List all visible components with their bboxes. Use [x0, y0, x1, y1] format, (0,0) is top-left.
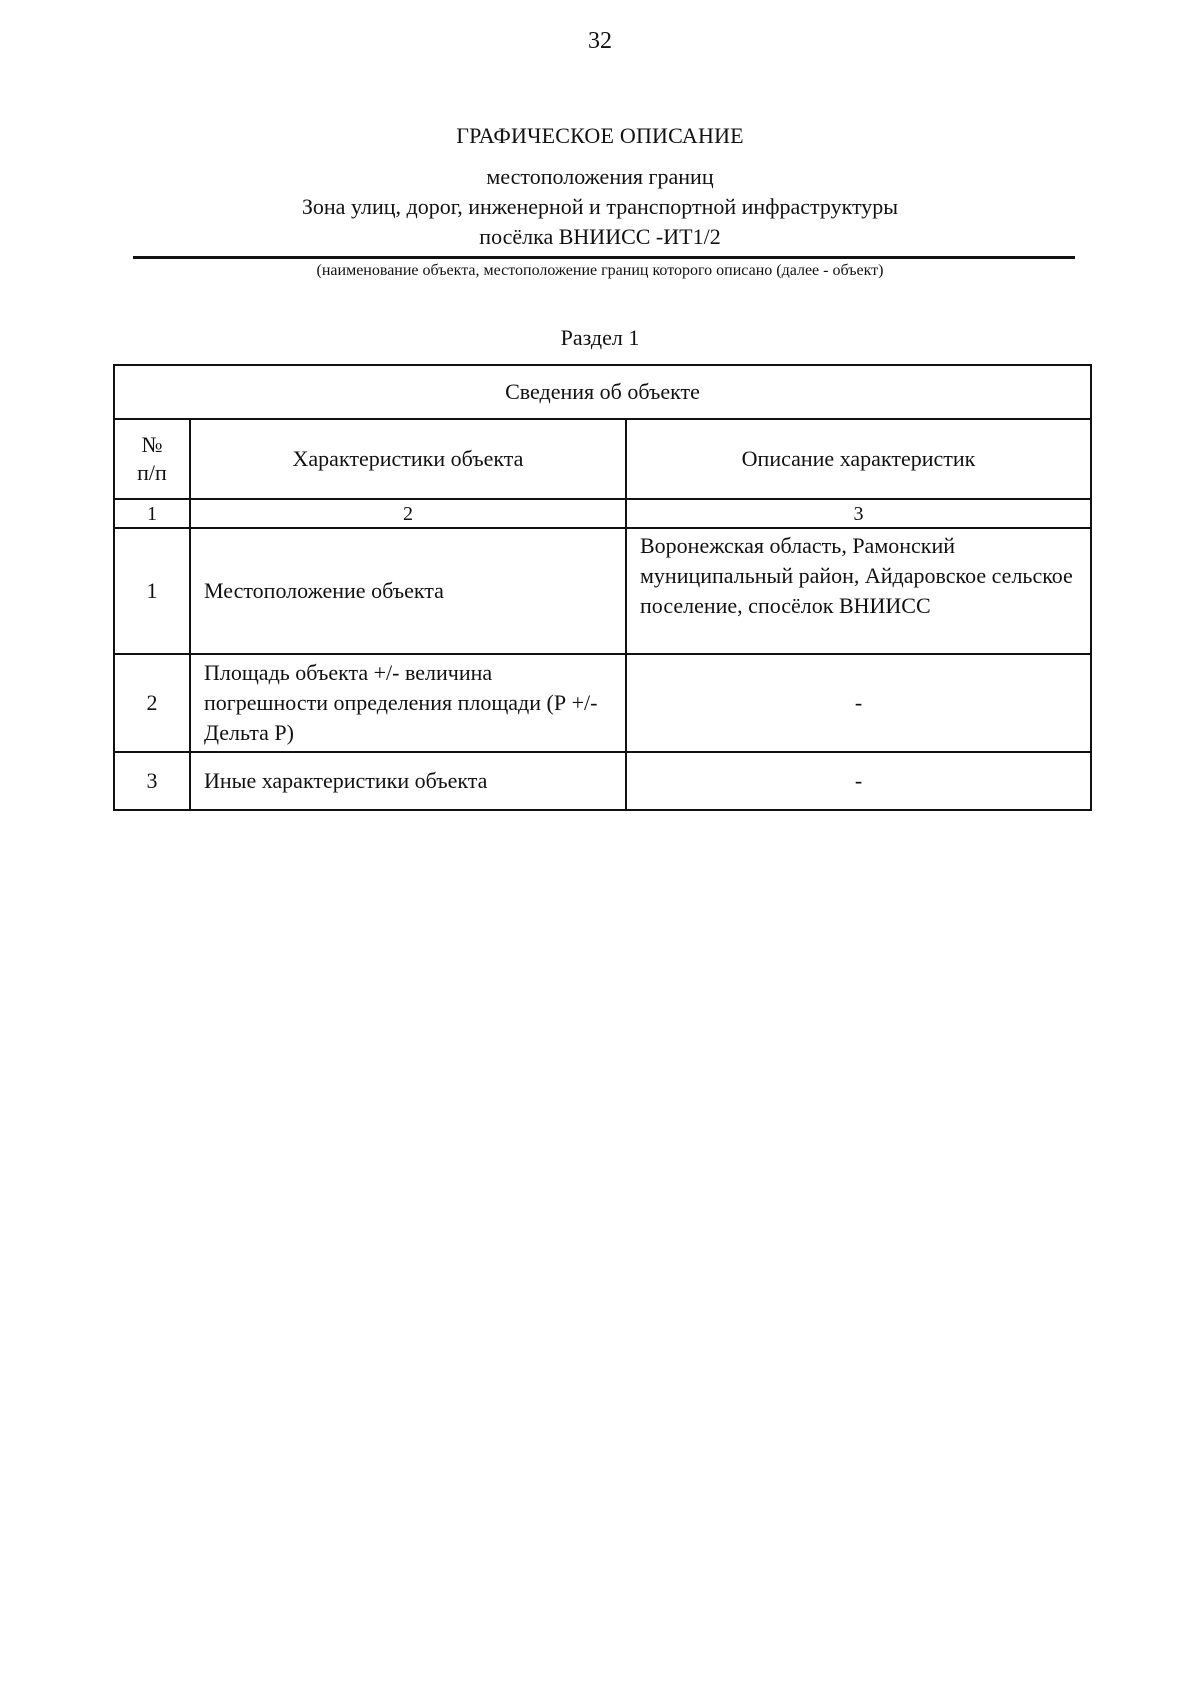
object-caption: (наименование объекта, местоположение границ которого описано (далее - объект) — [316, 262, 884, 279]
row-number: 3 — [114, 752, 190, 810]
column-header-number — [114, 419, 190, 499]
section-heading: Раздел 1 — [560, 325, 640, 350]
subtitle-line: местоположения границ — [486, 164, 714, 189]
page-number: 32 — [588, 28, 612, 54]
row-characteristic: Иные характеристики объекта — [190, 752, 626, 810]
row-number: 2 — [114, 654, 190, 752]
subtitle-line: посёлка ВНИИСС -ИТ1/2 — [479, 224, 721, 249]
document-title: ГРАФИЧЕСКОЕ ОПИСАНИЕ — [456, 123, 744, 148]
table-header-row — [114, 419, 1091, 499]
object-subtitle — [0, 162, 1200, 252]
table-row — [114, 654, 1091, 752]
column-number-row — [114, 499, 1091, 528]
row-characteristic: Площадь объекта +/- величина погрешности определения площади (Р +/- Дельта Р) — [190, 654, 626, 752]
column-number: 1 — [114, 499, 190, 528]
table-row — [114, 528, 1091, 654]
column-number: 3 — [626, 499, 1091, 528]
row-characteristic: Местоположение объекта — [190, 528, 626, 654]
object-info-table — [113, 364, 1092, 811]
row-number: 1 — [114, 528, 190, 654]
header-number-abbr: п/п — [137, 460, 167, 485]
column-header-characteristics: Характеристики объекта — [190, 419, 626, 499]
header-number-symbol: № — [141, 432, 163, 457]
column-number: 2 — [190, 499, 626, 528]
column-header-description: Описание характеристик — [626, 419, 1091, 499]
row-description: - — [626, 654, 1091, 752]
subtitle-line: Зона улиц, дорог, инженерной и транспортной инфраструктуры — [301, 194, 899, 219]
table-row — [114, 752, 1091, 810]
underline-rule — [133, 256, 1075, 259]
table-caption: Сведения об объекте — [114, 365, 1091, 419]
row-description: - — [626, 752, 1091, 810]
row-description: Воронежская область, Рамонский муниципальный район, Айдаровское сельское поселение, спосёлок ВНИИСС — [626, 528, 1091, 654]
